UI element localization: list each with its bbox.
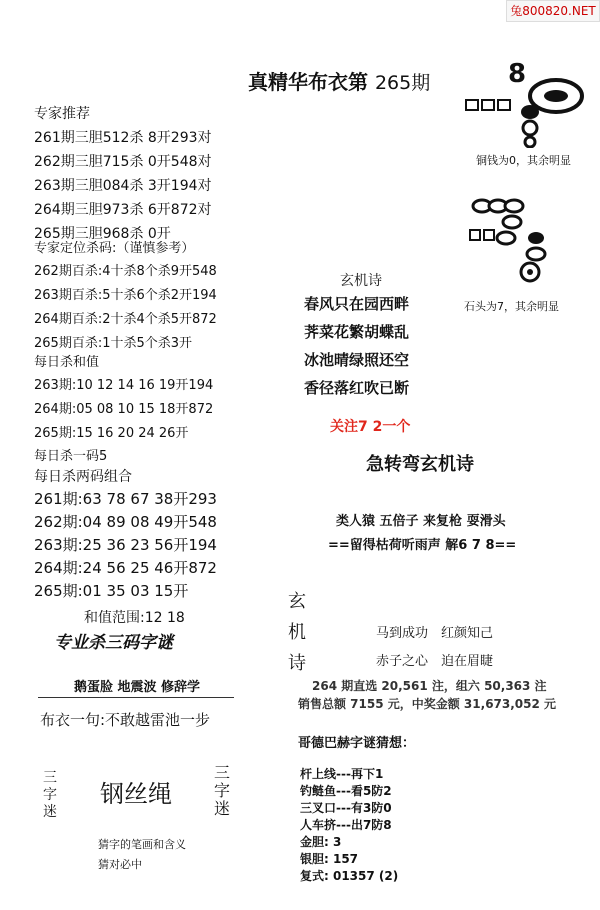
daily-sum-line: 264期:05 08 10 15 18开872 (34, 402, 214, 417)
xuanji-line: 马到成功 红颜知己 (376, 626, 494, 641)
watermark-text: 800820.NET (522, 4, 596, 18)
three-code-riddle: 鹅蛋脸 地震波 修辞学 (74, 680, 201, 695)
two-code-line: 265期:01 35 03 15开 (34, 582, 189, 600)
expert-line: 265期三胆968杀 0开 (34, 226, 171, 242)
two-code-line: 264期:24 56 25 46开872 (34, 559, 217, 577)
picture-digit: 8 (508, 59, 527, 89)
poem-lines (304, 290, 409, 402)
daily-one-code: 每日杀一码5 (34, 449, 108, 464)
expert-line: 264期三胆973杀 6开872对 (34, 202, 212, 218)
two-code-line: 262期:04 89 08 49开548 (34, 513, 217, 531)
sales-line: 销售总额 7155 元，中奖金额 31,673,052 元 (298, 697, 557, 711)
goethe-line: 三叉口---有3防0 (300, 801, 392, 815)
daily-sum-line: 263期:10 12 14 16 19开194 (34, 378, 214, 393)
poem-line: 香径落红吹已断 (304, 379, 410, 397)
xuanji-char: 机 (288, 622, 306, 643)
two-code-heading: 每日杀两码组合 (34, 469, 132, 485)
goethe-line: 人车挤---出7防8 (300, 818, 392, 832)
picture-caption: 铜钱为0，其余明显 (476, 154, 571, 167)
goethe-line: 杆上线---再下1 (300, 767, 384, 781)
page-title (248, 66, 430, 95)
two-code-section (34, 466, 217, 603)
three-code-heading: 专业杀三码字谜 (54, 633, 173, 653)
poem-heading: 玄机诗 (340, 273, 382, 289)
title-text: 真精华布衣第 (248, 70, 368, 94)
daily-sum-section (34, 352, 213, 468)
goethe-lines (300, 766, 398, 885)
xuanji-vertical (288, 586, 312, 679)
expert-section (34, 102, 212, 246)
xuanji-line: 赤子之心 迫在眉睫 (376, 654, 494, 669)
xuanji-char: 玄 (288, 591, 306, 612)
xuanji-char: 诗 (288, 653, 306, 674)
poem-line: 荠菜花繁胡蝶乱 (304, 323, 410, 341)
picture-caption: 石头为7，其余明显 (464, 300, 559, 313)
divider (38, 697, 234, 698)
poem-note: 关注7 2一个 (330, 419, 411, 435)
two-code-line: 261期:63 78 67 38开293 (34, 490, 217, 508)
gold-dan: 金胆: 3 (300, 835, 342, 849)
riddle-hint: 猜对必中 (98, 858, 142, 871)
riddle-right-label: 三字迷 (213, 763, 230, 818)
daily-sum-heading: 每日杀和值 (34, 355, 100, 370)
position-kill-section (34, 238, 217, 356)
expert-line: 262期三胆715杀 0开548对 (34, 154, 212, 170)
daily-sum-line: 265期:15 16 20 24 26开 (34, 426, 189, 441)
expert-line: 263期三胆084杀 3开194对 (34, 178, 212, 194)
title-issue: 265期 (374, 72, 431, 94)
position-kill-line: 262期百杀:4十杀8个杀9开548 (34, 264, 217, 279)
position-kill-line: 264期百杀:2十杀4个杀5开872 (34, 312, 217, 327)
turn-line: 类人猿 五倍子 来复枪 耍滑头 (336, 514, 506, 529)
riddle-hint: 猜字的笔画和含义 (98, 838, 186, 851)
turn-answer: ==留得枯荷听雨声 解6 7 8== (328, 538, 517, 553)
expert-line: 261期三胆512杀 8开293对 (34, 130, 212, 146)
stone-picture-icon (468, 194, 578, 286)
poem-line: 春风只在园西畔 (304, 295, 410, 313)
position-kill-line: 265期百杀:1十杀5个杀3开 (34, 336, 193, 351)
multi-combo: 复式: 01357 (2) (300, 869, 399, 883)
goethe-heading: 哥德巴赫字谜猜想： (298, 736, 416, 751)
position-kill-heading: 专家定位杀码:（谨慎参考） (34, 241, 195, 256)
expert-heading: 专家推荐 (34, 106, 90, 122)
riddle-word: 钢丝绳 (100, 780, 172, 808)
sales-line: 264 期直选 20,561 注，组六 50,363 注 (312, 679, 547, 693)
goethe-line: 钓鲢鱼---看5防2 (300, 784, 392, 798)
position-kill-line: 263期百杀:5十杀6个杀2开194 (34, 288, 217, 303)
silver-dan: 银胆: 157 (300, 852, 359, 866)
two-code-line: 263期:25 36 23 56开194 (34, 536, 217, 554)
watermark (506, 0, 600, 22)
coin-picture-icon (462, 56, 592, 148)
riddle-left-label: 三字迷 (43, 770, 57, 820)
watermark-char: 兔 (510, 4, 523, 18)
poem-line: 冰池晴绿照还空 (304, 351, 410, 369)
sum-range: 和值范围:12 18 (84, 610, 185, 626)
turn-title: 急转弯玄机诗 (366, 454, 474, 475)
buyi-saying: 布衣一句:不敢越雷池一步 (40, 711, 211, 729)
